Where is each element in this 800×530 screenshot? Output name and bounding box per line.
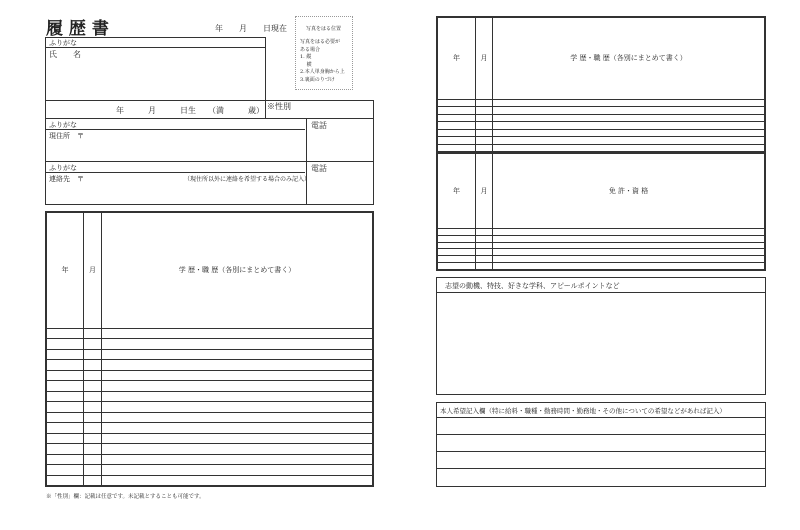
date-label: 年 月 日現在 (215, 24, 287, 33)
month-cell[interactable] (84, 349, 102, 360)
month-cell[interactable] (476, 256, 493, 263)
table-row[interactable] (438, 144, 765, 152)
month-cell[interactable] (84, 381, 102, 392)
month-cell[interactable] (84, 391, 102, 402)
birth-label: 年 月 日生 （満 歳） (116, 106, 264, 115)
year-cell[interactable] (438, 263, 476, 270)
month-cell[interactable] (84, 370, 102, 381)
content-cell[interactable] (493, 107, 765, 114)
table-header (438, 18, 765, 100)
content-cell[interactable] (493, 229, 765, 236)
motivation-title: 志望の動機、特技、好きな学科、アピールポイントなど (445, 282, 620, 290)
month-cell[interactable] (476, 229, 493, 236)
year-cell[interactable] (47, 475, 84, 486)
content-cell[interactable] (493, 242, 765, 249)
month-cell[interactable] (84, 339, 102, 350)
table-row[interactable] (47, 349, 373, 360)
photo-instruction-line: 1. 縦 (300, 54, 312, 60)
motivation-box[interactable] (436, 277, 766, 395)
year-cell[interactable] (438, 129, 476, 136)
year-cell[interactable] (438, 229, 476, 236)
table-row[interactable] (47, 391, 373, 402)
content-cell[interactable] (102, 360, 373, 371)
table-row[interactable] (47, 370, 373, 381)
year-cell[interactable] (47, 454, 84, 465)
contact-box[interactable] (45, 161, 374, 205)
content-cell[interactable] (493, 129, 765, 136)
name-label: 氏 名 (49, 50, 81, 59)
content-cell[interactable] (102, 381, 373, 392)
table-row[interactable] (438, 129, 765, 136)
month-cell[interactable] (476, 137, 493, 144)
content-cell[interactable] (102, 412, 373, 423)
content-cell[interactable] (493, 249, 765, 256)
table-header (47, 213, 373, 329)
content-cell[interactable] (102, 444, 373, 455)
year-cell[interactable] (47, 328, 84, 339)
month-header: 月 (476, 154, 493, 229)
year-cell[interactable] (47, 391, 84, 402)
footnote: ※「性別」欄：記載は任意です。未記載とすることも可能です。 (46, 494, 205, 500)
month-cell[interactable] (476, 263, 493, 270)
year-header: 年 (438, 154, 476, 229)
month-cell[interactable] (84, 328, 102, 339)
content-header: 学 歴・職 歴（各別にまとめて書く） (102, 213, 373, 329)
content-cell[interactable] (493, 235, 765, 242)
content-cell[interactable] (493, 122, 765, 129)
month-cell[interactable] (476, 144, 493, 152)
year-cell[interactable] (47, 339, 84, 350)
table-row[interactable] (47, 360, 373, 371)
address-box[interactable] (45, 118, 374, 162)
year-cell[interactable] (438, 99, 476, 106)
month-cell[interactable] (84, 360, 102, 371)
content-cell[interactable] (493, 99, 765, 106)
content-header: 免 許・資 格 (493, 154, 765, 229)
month-cell[interactable] (476, 129, 493, 136)
content-cell[interactable] (493, 137, 765, 144)
history-table-right (436, 16, 766, 153)
content-cell[interactable] (493, 263, 765, 270)
photo-instructions (300, 39, 345, 84)
name-box[interactable] (45, 37, 266, 101)
month-cell[interactable] (476, 249, 493, 256)
year-cell[interactable] (47, 433, 84, 444)
photo-instruction-line: 3.裏面のりづけ (300, 76, 335, 83)
month-header: 月 (476, 18, 493, 100)
gender-label: ※性別 (267, 102, 291, 111)
content-cell[interactable] (102, 339, 373, 350)
table-row[interactable] (47, 402, 373, 413)
month-cell[interactable] (84, 465, 102, 476)
phone-label: 電話 (311, 121, 327, 130)
month-cell[interactable] (84, 423, 102, 434)
year-cell[interactable] (438, 107, 476, 114)
content-cell[interactable] (102, 370, 373, 381)
month-cell[interactable] (84, 475, 102, 486)
furigana-label: ふりがな (49, 164, 77, 172)
year-header: 年 (47, 213, 84, 329)
year-cell[interactable] (47, 360, 84, 371)
address-label: 現住所 〒 (49, 132, 84, 140)
content-cell[interactable] (102, 465, 373, 476)
content-cell[interactable] (102, 454, 373, 465)
table-row[interactable] (47, 454, 373, 465)
table-row[interactable] (47, 433, 373, 444)
wishes-title: 本人希望記入欄（特に給料・職種・勤務時間・勤務地・その他についての希望などがあれば記入） (440, 407, 726, 415)
page-title: 履 歴 書 (46, 19, 109, 39)
month-cell[interactable] (476, 242, 493, 249)
table-row[interactable] (47, 412, 373, 423)
table-row[interactable] (438, 107, 765, 114)
table-row[interactable] (438, 99, 765, 106)
month-cell[interactable] (476, 235, 493, 242)
history-table-left (45, 211, 374, 487)
month-cell[interactable] (84, 402, 102, 413)
content-cell[interactable] (493, 114, 765, 121)
wishes-box[interactable] (436, 402, 766, 487)
table-row[interactable] (438, 114, 765, 121)
year-cell[interactable] (438, 256, 476, 263)
year-cell[interactable] (438, 114, 476, 121)
table-row[interactable] (438, 249, 765, 256)
month-cell[interactable] (84, 433, 102, 444)
photo-title: 写真をはる位置 (306, 26, 342, 32)
month-cell[interactable] (84, 444, 102, 455)
month-cell[interactable] (84, 412, 102, 423)
year-cell[interactable] (47, 423, 84, 434)
year-cell[interactable] (47, 370, 84, 381)
table-row[interactable] (438, 242, 765, 249)
furigana-label: ふりがな (49, 121, 77, 129)
content-cell[interactable] (493, 256, 765, 263)
month-header: 月 (84, 213, 102, 329)
birth-row[interactable] (45, 100, 374, 119)
phone-label: 電話 (311, 164, 327, 173)
photo-box[interactable] (295, 16, 353, 90)
year-cell[interactable] (438, 242, 476, 249)
table-row[interactable] (438, 229, 765, 236)
content-cell[interactable] (493, 144, 765, 152)
year-cell[interactable] (47, 444, 84, 455)
photo-instruction-line: 2.本人単身胸から上 (300, 69, 345, 75)
year-cell[interactable] (47, 381, 84, 392)
year-cell[interactable] (47, 412, 84, 423)
content-cell[interactable] (102, 475, 373, 486)
table-row[interactable] (47, 339, 373, 350)
year-cell[interactable] (438, 122, 476, 129)
content-cell[interactable] (102, 349, 373, 360)
content-cell[interactable] (102, 433, 373, 444)
content-cell[interactable] (102, 402, 373, 413)
year-cell[interactable] (438, 137, 476, 144)
year-cell[interactable] (47, 402, 84, 413)
content-header: 学 歴・職 歴（各別にまとめて書く） (493, 18, 765, 100)
year-header: 年 (438, 18, 476, 100)
month-cell[interactable] (476, 122, 493, 129)
photo-instruction-line: 写真をはる必要が (300, 39, 341, 45)
contact-label: 連絡先 〒 (49, 175, 84, 183)
content-cell[interactable] (102, 423, 373, 434)
year-cell[interactable] (47, 349, 84, 360)
table-header (438, 154, 765, 229)
table-row[interactable] (438, 256, 765, 263)
photo-instruction-line: 横 (300, 61, 312, 68)
licenses-table (436, 152, 766, 271)
year-cell[interactable] (438, 249, 476, 256)
table-row[interactable] (47, 475, 373, 486)
table-row[interactable] (47, 328, 373, 339)
contact-note: （現住所以外に連絡を希望する場合のみ記入） (184, 176, 311, 183)
table-row[interactable] (438, 235, 765, 242)
table-row[interactable] (438, 263, 765, 270)
table-row[interactable] (438, 122, 765, 129)
month-cell[interactable] (476, 114, 493, 121)
photo-instruction-line: ある場合 (300, 46, 321, 53)
table-row[interactable] (47, 423, 373, 434)
year-cell[interactable] (438, 144, 476, 152)
month-cell[interactable] (476, 107, 493, 114)
table-row[interactable] (47, 381, 373, 392)
year-cell[interactable] (47, 465, 84, 476)
content-cell[interactable] (102, 391, 373, 402)
year-cell[interactable] (438, 235, 476, 242)
content-cell[interactable] (102, 328, 373, 339)
table-row[interactable] (438, 137, 765, 144)
table-row[interactable] (47, 444, 373, 455)
month-cell[interactable] (476, 99, 493, 106)
month-cell[interactable] (84, 454, 102, 465)
table-row[interactable] (47, 465, 373, 476)
furigana-label: ふりがな (49, 39, 77, 47)
